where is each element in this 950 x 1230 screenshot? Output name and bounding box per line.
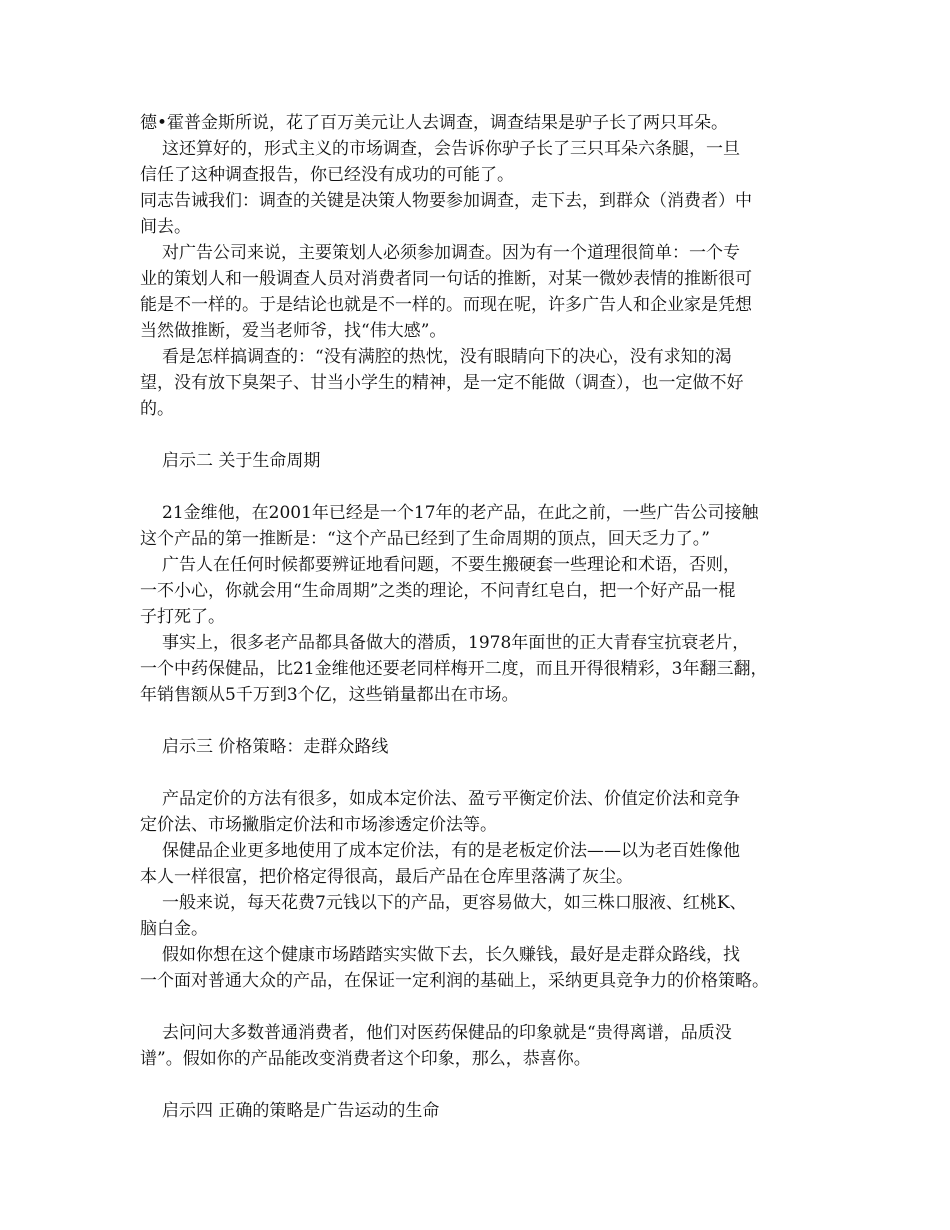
paragraph-gap [140,708,830,734]
body-paragraph [140,240,830,344]
text-line: 去问问大多数普通消费者，他们对医药保健品的印象就是“贵得离谱，品质没 [162,1023,732,1043]
text-line: 事实上，很多老产品都具备做大的潜质，1978年面世的正大青春宝抗衰老片， [162,633,750,653]
text-line: 信任了这种调查报告，你已经没有成功的可能了。 [140,165,514,185]
text-line: 保健品企业更多地使用了成本定价法，有的是老板定价法——以为老百姓像他 [162,841,740,861]
paragraph-gap [140,994,830,1020]
text-line: 子打死了。 [140,607,225,627]
document-body [140,110,830,1124]
text-line: 看是怎样搞调查的：“没有满腔的热忱，没有眼睛向下的决心，没有求知的渴 [162,347,732,367]
text-line: 这个产品的第一推断是：“这个产品已经到了生命周期的顶点，回天乏力了。” [140,529,710,549]
text-line: 21金维他，在2001年已经是一个17年的老产品，在此之前，一些广告公司接触 [162,503,759,523]
text-line: 谱”。假如你的产品能改变消费者这个印象，那么，恭喜你。 [140,1049,591,1069]
text-line: 这还算好的，形式主义的市场调查，会告诉你驴子长了三只耳朵六条腿，一旦 [162,139,740,159]
section-heading: 启示四 正确的策略是广告运动的生命 [162,1101,440,1121]
body-paragraph [140,630,830,708]
section-heading: 启示三 价格策略：走群众路线 [162,737,389,757]
paragraph-gap [140,474,830,500]
text-line: 间去。 [140,217,191,237]
text-line: 广告人在任何时候都要辨证地看问题，不要生搬硬套一些理论和术语，否则， [162,555,740,575]
body-paragraph [140,552,830,630]
body-paragraph [140,838,830,890]
text-line: 对广告公司来说，主要策划人必须参加调查。因为有一个道理很简单：一个专 [162,243,740,263]
body-paragraph [140,786,830,838]
body-paragraph [140,890,830,942]
text-line: 本人一样很富，把价格定得很高，最后产品在仓库里落满了灰尘。 [140,867,633,887]
text-line: 年销售额从5千万到3个亿，这些销量都出在市场。 [140,685,519,705]
text-line: 假如你想在这个健康市场踏踏实实做下去，长久赚钱，最好是走群众路线，找 [162,945,740,965]
text-line: 一不小心，你就会用“生命周期”之类的理论，不问青红皂白，把一个好产品一棍 [140,581,736,601]
text-line: 德•霍普金斯所说，花了百万美元让人去调查，调查结果是驴子长了两只耳朵。 [140,113,729,133]
text-line: 的。 [140,399,174,419]
text-line: 定价法、市场撇脂定价法和市场渗透定价法等。 [140,815,497,835]
text-line: 产品定价的方法有很多，如成本定价法、盈亏平衡定价法、价值定价法和竞争 [162,789,740,809]
text-line: 当然做推断，爱当老师爷，找“伟大感”。 [140,321,447,341]
body-paragraph [140,942,830,994]
body-paragraph [140,500,830,552]
text-line: 能是不一样的。于是结论也就是不一样的。而现在呢，许多广告人和企业家是凭想 [140,295,752,315]
text-line: 业的策划人和一般调查人员对消费者同一句话的推断，对某一微妙表情的推断很可 [140,269,752,289]
body-paragraph [140,1020,830,1072]
text-line: 一个中药保健品，比21金维他还要老同样梅开二度，而且开得很精彩，3年翻三翻， [140,659,768,679]
text-line: 一个面对普通大众的产品，在保证一定利润的基础上，采纳更具竞争力的价格策略。 [140,971,769,991]
text-line: 望，没有放下臭架子、甘当小学生的精神，是一定不能做（调查），也一定做不好 [140,373,744,393]
text-line: 同志告诫我们：调查的关键是决策人物要参加调查，走下去，到群众（消费者）中 [140,191,752,211]
paragraph-gap [140,760,830,786]
paragraph-gap [140,1072,830,1098]
body-paragraph [140,344,830,422]
paragraph-gap [140,422,830,448]
body-paragraph [140,110,830,136]
body-paragraph [140,188,830,240]
body-paragraph [140,136,830,188]
text-line: 脑白金。 [140,919,208,939]
section-heading: 启示二 关于生命周期 [162,451,321,471]
text-line: 一般来说，每天花费7元钱以下的产品，更容易做大，如三株口服液、红桃K、 [162,893,747,913]
